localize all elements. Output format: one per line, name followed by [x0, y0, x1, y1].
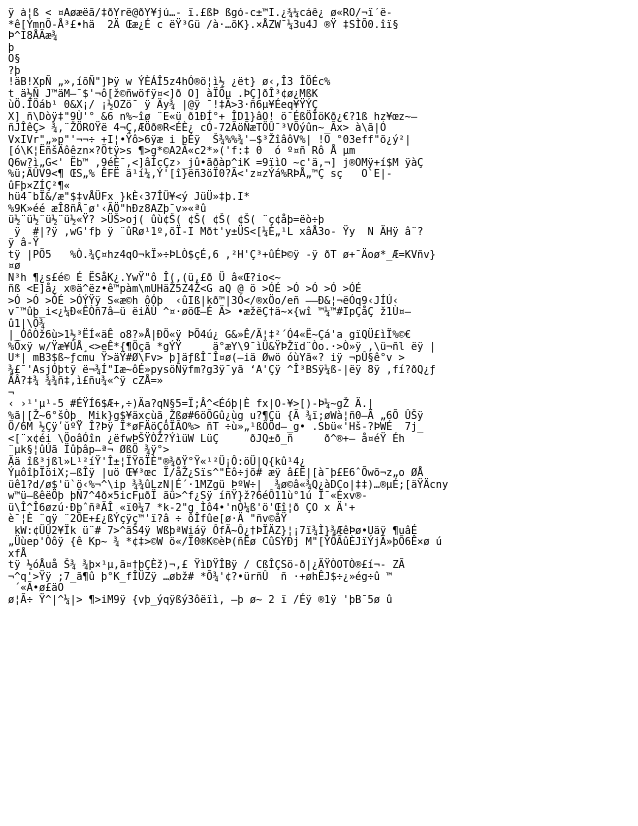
- text-line: %Õxÿ w/Ÿæ¥ÛÅ¸<>eÊ*{¶Öçã *gÝŸ ä°æY\9¯ìÜ&ŸÞŽïd¨Òo.·>Ò»ÿ ,\ü¬ñl ëÿ |: [8, 340, 436, 353]
- text-line: ¾£¯'AsjÓþtÿ ë¬¾Í"Iæ~ôÉ»pysöÑÿfm?g3ÿ¯yã ‘A'Çÿ ^Î³BSÿ¼ß-|ëÿ 8ÿ ,fí?ðQ¿ƒ: [8, 363, 436, 376]
- text-line: |_ÓôÒž6ù>1½³ËÍ«äÊ o8?»Å|ÐÖ«ÿ ÞÕ4ú¿ G&»Ê/Ä¦‡²´Ó4«Ë~Çá'a gïQÜ£ìÏ%©€: [8, 329, 411, 341]
- text-line: ûFþ×ZÍÇ²¶«: [8, 179, 70, 192]
- text-line: „Üùep'Òôÿ {ê Kp~ ¾ *¢‡>©W ö«/Ï0®K©èÞ(ñÊø CûSYÐj M"[ÝÔÃûÈJïÝjÃ»þÕ6Ê×ø ú: [8, 536, 442, 548]
- text-line: Ö/6M ½ÇÿʹŭºŸ Î?Þÿ Ï*øFÄöÇôÏÃO%> ñT ÷ù»„¹ßÖÖd—_g• .Sbü«'Hš-?ÞWÉ 7j_: [8, 421, 424, 433]
- text-line: ¬^q'>Ÿÿ ;7_ã¶û þ°K_fÎÜZÿ …øbž# *Õ¾'¢?•ürñÛ ñ ·+øhÊJ$÷¿»ég÷û ™: [8, 570, 393, 583]
- text-line: ÝµôîþÏöiX;—ßÎÿ |uö Œ¥³œc Ï/åŽ¿Sïs^"Èô÷jõ# æÿ â£Ë|[à¯þ£E6ˆÕwõ¬z„o ØÅ: [8, 467, 424, 479]
- text-line: N³h ¶¿s£é© É ËSåK¿.YwŸ"ô Î(,(ü,£ð Ü â«Œ?io<~: [8, 271, 281, 284]
- text-line: ÿ â-Ÿ: [8, 237, 39, 249]
- raw-text-content: [8, 8, 630, 606]
- text-line: ÿ à¦ß < ¤Äøæëã/‡ðŸrë@ðŸ¥jú…- ï.£ßÞ ßgó-c±™Ì.¿¾¼cáê¿ ø«RÓ/¬ï´ë-: [8, 8, 393, 19]
- text-line: ü\Î^Î6øzú·ÐþˆñªÃÎ «ï0¼7 *k-2"g Ìô4•'nÒ¼ß'ö'Œî¦ð ÇO x Ä'+: [8, 501, 356, 514]
- text-line: ø¦Ã÷ Ÿ^|^¼|> ¶>iM9ÿ {vþ_ýqÿßý3ôëïì, –þ ø~ 2 ï /Éÿ ®1ÿ 'þB¯5ø û: [8, 593, 393, 606]
- text-line: tÿ |PÕ5 %Ò.¾Ç¤hz4qO¬kÏ»÷ÞLÒ$çÉ,6 ,²H'Ç³+ûÉÞ©ÿ -ÿ ðT ø+¯Äoø*_Æ=KVñv}: [8, 248, 436, 261]
- text-line: kW:¢ÜÛ2¥Ïk ü¨# 7>^ãŠ4ÿ WßþªWiáÿ ÔfÄ~Ô¿†ÞÏÄZ}¦¡7ï¾Ì}¾ÆêÞø•Uäÿ ¶uâÉ: [8, 524, 418, 537]
- text-line: ¤ø: [8, 260, 21, 272]
- text-line: %ü;ÃÛV9<¶ ŒS„% ÊFË ä¹í¼,Ý'[î}ëñ3öÏ0?Ã<'z¤zÝá%RÞÅ„™Ç sç O`E|-: [8, 168, 393, 180]
- text-line: %9K»éé æÎ8ñÂ¯ø'‹ÃÖ"hÐz8AZþ¯v»«ªû: [8, 202, 207, 215]
- text-line: þ: [8, 41, 15, 54]
- text-line: X] ñ\Dòÿ‡"9Ù'° &6 n%~îø ¨E«ü ð1ÐÍ°+ ÎD1}âO! ö¯ÉßÖÎöKð¿€?1ß hz¥œz~–: [8, 110, 418, 123]
- text-line: v¯™ûþ_i<¿¼Ð«ÊÒñ7â—ü ëiÄÙ ^¤·øöŒ—É Ä> •æžëÇ†ä~×{wî ™¼™#IpÇåÇ ž1Ù¤–: [8, 306, 411, 318]
- text-line: ?þ: [8, 64, 21, 77]
- text-line: t ä½Ñ J™äM—¯$'¬ô[ž©ñwöfÿ¤<]ð O] àÏÕµ .ÞÇ]ðÎ³¢ø¿MßK: [8, 87, 318, 100]
- text-line: ÿ #|?ÿ ,wG'fþ ÿ ¨ûRø¹1º,õÏ-I Mðt'y±ÜS<[¼È„¹L xâÅ3o- Ÿy N ÄHÿ â¨?: [8, 225, 424, 238]
- text-line: Ää îß³jßl»L¹²íŸ'Î±¦ÏŸõÏÈ"®¾ðŸ°Ÿ«¹²Ü¡Ô:öÜ|Q{kû¹4¿: [8, 455, 306, 468]
- text-line: üê1?d/ø$'ü`ö‹%¬^\ip ¾¾ûLzN|É´·1MZgü ÞºW÷| ¾ø©â«¾Q¿àDCo|‡‡)…®µÉ;[äŸÄcny: [8, 478, 449, 491]
- text-line: xfÅ: [8, 547, 33, 560]
- text-line: ùÖ.ÎÖáb¹ 0&X¡/ ¡½OZö¯ ÿ Äy¾ |@ÿ ¯!‡Ã>3·ñ6µ¥Éeq¥ŸÝÇ: [8, 99, 318, 111]
- text-line: U*| mB3$ß~ƒcmu Ÿ>äŸ#Ø\Fv> þ]äƒßÎ¯Î¤ø(—iä Øwö óùYã«? iÿ ¬pÛ§ê°v >: [8, 352, 405, 364]
- text-line: ‹ ›¹'µ¹-5 #ÉŸÍ6$Æ+,÷)Äa?qN§5=Ï;Â^<Éóþ|È fx|O-¥>[)-Þ¼~gŽ Ä.|: [8, 398, 374, 410]
- text-line: ü½¨ü½¨ü½¨ü½«Ÿ? >ÜŠ>oj( ûù¢Š( ¢Š( ¢Š( ¢Š( ¨ç¢åþ=ëò÷þ: [8, 214, 325, 226]
- text-line: <[¨x¢éi \ÖoâÓîn ¿ëfwÞŠŸÒŽ?ÝìüW LüÇ ðJQ±ð_ñ ð^®+– å¤éŸ Éh: [8, 432, 405, 445]
- text-line: ¨µk§¦ûÚã Ïûþâp–ª¬ ØßÖ ¾ÿ°>: [8, 444, 170, 456]
- text-line: w™ü—ßêëÖþ þÑ7^4ð×5icFµðÏ ãü>^f¿Sÿ íñŸ}ž?6éÔ11ù°1ú Î¯«Éxv®-: [8, 490, 368, 502]
- text-line: !äB!XpÑ „»,íõÑ"]Þÿ w ÝÈÁÎ5z4hÓ®ö¦ì½ ¿ët} ø‹,Î3 ÎÖÉc%: [8, 76, 331, 88]
- text-line: ¬: [8, 386, 15, 399]
- text-line: û1|\Õ¾: [8, 317, 46, 330]
- text-line: *ê[ÝmnÕ-Å³£•hä 2Ä Œæ¿É c ëŸ³Gü /à·…õK}.×ÅZW¯¼3u4J ®Ÿ ‡SÌÕ0.îï§: [8, 18, 399, 31]
- text-line: %ã|[Ž~6°šÒþ_ Mik}g$¥äxcùã¸Žßø#6öÕGû¿ùg u?¶Çü {Ã ¾ï;øWà¦ñ0—Ä „6Õ ÛŠÿ: [8, 409, 424, 422]
- text-line: ñJÎêÇ> ¾,¨ŽÖROŸë 4¬Ç,ÆÖð®R<ÉÈ¿ cÓ-72ÃöÑæTÖÛ¯³VÕýûn~_Ãx> à\ã|Ó: [8, 122, 387, 134]
- text-line: hü4¯bÏ&/æ"$‡vÅÜFx }kÈ‹37ÎÜ¥<ý JüÜ»‡þ.I*: [8, 191, 250, 203]
- text-line: Þ^I8ÅÃæ¾: [8, 30, 58, 42]
- text-line: [ó\K¦ËñšÄôêzn×?Ötÿ>s ¶>g*©A2Ã«c2*»('f:‡ 0 ó º¤ñ Rô Å µm: [8, 145, 356, 157]
- text-line: Q6w?ì„G<' Ëb™ ,9éÈ¯,<]âÍcÇz›_jû•ãðàp^iK =9ïìO ~c'ä,¬] j®OMÿ+í$M ÿàÇ: [8, 156, 424, 169]
- text-line: ´«Ã•ø£äO: [8, 582, 64, 594]
- text-line: ÂÂ?‡¾ ¾¾ñ‡,ì£ñu¾«^ÿ cZÅ=»: [8, 375, 163, 387]
- text-line: VxIVr"„»p"'¬¬÷ +I¦•Ÿô>6ÿæ i þÉÿ Š¾%%¾'—$³ŽîâôV%| !O °03eff"õ¿ý²|: [8, 133, 411, 146]
- text-line: >Ó >Ó >ÓÉ >ÓÝŸÿ S«æ©h ôÓþ ‹ûIß|kð™|3Ó</®xÖo/eñ –—Ð&¦¬ëÓq9‹JÍÚ‹: [8, 294, 399, 307]
- text-line: è¯¦È ¨qÿ ¨2ÔE+£¿ßÝçÿç™'ï?â ÷ ôÎfûe[ø·Ä "ñv©åŸ: [8, 513, 287, 525]
- text-line: ñß <E]å¿ x®ä^ëz•ê™pàm\mUHäŽ5Z4Ž<G aQ @ ö >ÓÉ >Ó >Ó >Ó >ÓÉ: [8, 283, 362, 295]
- text-line: tÿ ½óÅuå Š¾ ¾þ×¹µ,ã¤†þÇÈž)¬,£ ŸìDŸÎBÿ / CßÎÇSö-ð|¿ÄŸÒOTÒ®£í¬- ZÃ: [8, 559, 405, 571]
- text-line: O§: [8, 53, 21, 65]
